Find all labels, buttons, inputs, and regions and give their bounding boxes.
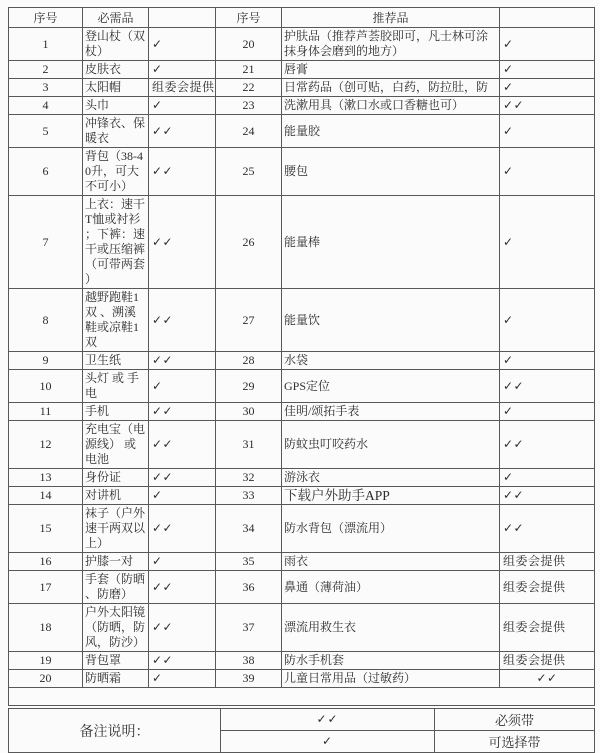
left-item-name: 背包罩 [83,652,149,670]
left-item-status: 组委会提供 [149,79,216,97]
right-row-number: 38 [216,652,282,670]
left-item-name: 皮肤衣 [83,61,149,79]
left-row-number: 12 [9,421,83,469]
right-item-name: 腰包 [282,148,500,196]
left-row-number: 19 [9,652,83,670]
left-item-name: 对讲机 [83,487,149,505]
right-item-name: 游泳衣 [282,469,500,487]
right-item-status: ✓✓ [500,505,595,553]
left-row-number: 18 [9,604,83,652]
table-row [9,370,595,403]
right-row-number: 26 [216,196,282,289]
right-row-number: 39 [216,670,282,688]
right-row-number: 20 [216,28,282,61]
left-item-status: ✓ [149,28,216,61]
right-row-number: 24 [216,115,282,148]
left-item-name: 登山杖（双杖） [83,28,149,61]
right-item-status: ✓✓ [500,370,595,403]
left-item-name: 卫生纸 [83,352,149,370]
header-left-no: 序号 [9,8,83,28]
legend-table [8,708,595,753]
table-row [9,421,595,469]
table-row [9,148,595,196]
table-row [9,469,595,487]
left-item-status: ✓ [149,370,216,403]
right-row-number: 31 [216,421,282,469]
left-item-name: 手套（防晒、防磨） [83,571,149,604]
left-item-status: ✓✓ [149,421,216,469]
right-row-number: 36 [216,571,282,604]
left-item-name: 身份证 [83,469,149,487]
left-item-status: ✓✓ [149,352,216,370]
table-row [9,196,595,289]
right-item-name: 漂流用救生衣 [282,604,500,652]
table-row [9,652,595,670]
left-item-status: ✓✓ [149,148,216,196]
left-item-status: ✓✓ [149,115,216,148]
legend-mark-optional: ✓ [221,731,435,753]
left-row-number: 1 [9,28,83,61]
header-left-status [149,8,216,28]
right-item-status: ✓ [500,352,595,370]
left-row-number: 11 [9,403,83,421]
right-item-name: 佳明/颂拓手表 [282,403,500,421]
spacer-row [9,688,595,706]
left-item-name: 充电宝（电源线） 或电池 [83,421,149,469]
right-row-number: 34 [216,505,282,553]
right-item-status: ✓ [500,289,595,352]
right-item-status: ✓✓ [500,670,595,688]
header-right-status [500,8,595,28]
right-item-status: ✓ [500,28,595,61]
legend-meaning-optional: 可选择带 [435,731,595,753]
left-item-name: 背包（38-40升，可大不可小） [83,148,149,196]
spacer-cell [9,688,595,706]
left-row-number: 20 [9,670,83,688]
right-item-status: ✓ [500,61,595,79]
left-row-number: 17 [9,571,83,604]
right-item-status: 组委会提供 [500,604,595,652]
left-item-name: 袜子（户外速干两双以上） [83,505,149,553]
right-item-status: ✓ [500,196,595,289]
right-row-number: 25 [216,148,282,196]
right-item-status: 组委会提供 [500,652,595,670]
right-item-status: 组委会提供 [500,571,595,604]
right-item-name: 洗漱用具（漱口水或口香糖也可） [282,97,500,115]
right-item-name: GPS定位 [282,370,500,403]
left-row-number: 15 [9,505,83,553]
table-row [9,115,595,148]
right-item-status: ✓ [500,115,595,148]
right-item-name: 鼻通（薄荷油） [282,571,500,604]
left-item-name: 手机 [83,403,149,421]
left-item-status: ✓ [149,553,216,571]
right-row-number: 22 [216,79,282,97]
right-row-number: 23 [216,97,282,115]
legend-mark-required: ✓✓ [221,709,435,731]
table-row [9,487,595,505]
left-item-status: ✓✓ [149,505,216,553]
notes-label: 备注说明： [9,709,221,753]
right-item-name: 能量棒 [282,196,500,289]
packing-rows [9,28,595,688]
left-item-name: 上衣：速干T恤或衬衫；下裤：速干或压缩裤（可带两套） [83,196,149,289]
left-item-name: 冲锋衣、保暖衣 [83,115,149,148]
left-item-name: 太阳帽 [83,79,149,97]
table-row [9,670,595,688]
table-row [9,352,595,370]
right-item-name: 防蚊虫叮咬药水 [282,421,500,469]
table-row [9,505,595,553]
left-row-number: 4 [9,97,83,115]
left-item-status: ✓✓ [149,289,216,352]
left-row-number: 7 [9,196,83,289]
right-item-name: 下载户外助手APP [282,487,500,505]
right-row-number: 35 [216,553,282,571]
table-row [9,604,595,652]
left-row-number: 6 [9,148,83,196]
table-row [9,553,595,571]
packing-list-table [8,7,595,706]
right-row-number: 28 [216,352,282,370]
right-item-name: 护肤品（推荐芦荟胶即可，凡士林可涂抹身体会磨到的地方） [282,28,500,61]
table-row [9,79,595,97]
right-row-number: 33 [216,487,282,505]
left-item-status: ✓✓ [149,604,216,652]
header-right-no: 序号 [216,8,282,28]
table-row [9,97,595,115]
left-row-number: 2 [9,61,83,79]
right-item-name: 防水背包（漂流用） [282,505,500,553]
left-item-name: 头灯 或 手电 [83,370,149,403]
legend-meaning-required: 必须带 [435,709,595,731]
left-item-status: ✓✓ [149,571,216,604]
table-row [9,61,595,79]
right-row-number: 27 [216,289,282,352]
right-row-number: 21 [216,61,282,79]
left-item-status: ✓✓ [149,196,216,289]
left-item-name: 越野跑鞋1双 、溯溪鞋或凉鞋1双 [83,289,149,352]
right-item-status: ✓✓ [500,97,595,115]
left-item-name: 护膝一对 [83,553,149,571]
right-item-name: 水袋 [282,352,500,370]
left-row-number: 13 [9,469,83,487]
left-item-name: 头巾 [83,97,149,115]
left-row-number: 10 [9,370,83,403]
right-row-number: 29 [216,370,282,403]
right-item-status: ✓ [500,79,595,97]
right-item-status: 组委会提供 [500,553,595,571]
right-item-name: 儿童日常用品（过敏药） [282,670,500,688]
right-item-status: ✓ [500,403,595,421]
left-item-status: ✓ [149,670,216,688]
right-item-status: ✓ [500,148,595,196]
left-row-number: 9 [9,352,83,370]
right-item-status: ✓✓ [500,487,595,505]
table-row [9,289,595,352]
table-row [9,28,595,61]
right-item-status: ✓✓ [500,421,595,469]
left-row-number: 8 [9,289,83,352]
right-item-name: 防水手机套 [282,652,500,670]
left-row-number: 16 [9,553,83,571]
left-row-number: 3 [9,79,83,97]
left-row-number: 5 [9,115,83,148]
legend-row [9,709,595,731]
header-right-item: 推荐品 [282,8,500,28]
table-row [9,403,595,421]
left-item-status: ✓ [149,487,216,505]
left-item-status: ✓✓ [149,652,216,670]
right-item-status: ✓ [500,469,595,487]
right-item-name: 能量胶 [282,115,500,148]
right-item-name: 雨衣 [282,553,500,571]
left-row-number: 14 [9,487,83,505]
right-row-number: 30 [216,403,282,421]
left-item-name: 防晒霜 [83,670,149,688]
right-item-name: 能量饮 [282,289,500,352]
right-row-number: 37 [216,604,282,652]
left-item-status: ✓✓ [149,403,216,421]
right-item-name: 唇膏 [282,61,500,79]
left-item-status: ✓ [149,61,216,79]
header-left-item: 必需品 [83,8,149,28]
table-header-row [9,8,595,28]
left-item-name: 户外太阳镜（防晒，防风，防沙） [83,604,149,652]
right-row-number: 32 [216,469,282,487]
table-row [9,571,595,604]
left-item-status: ✓ [149,97,216,115]
left-item-status: ✓✓ [149,469,216,487]
right-item-name: 日常药品（创可贴，白药，防拉肚，防 [282,79,500,97]
